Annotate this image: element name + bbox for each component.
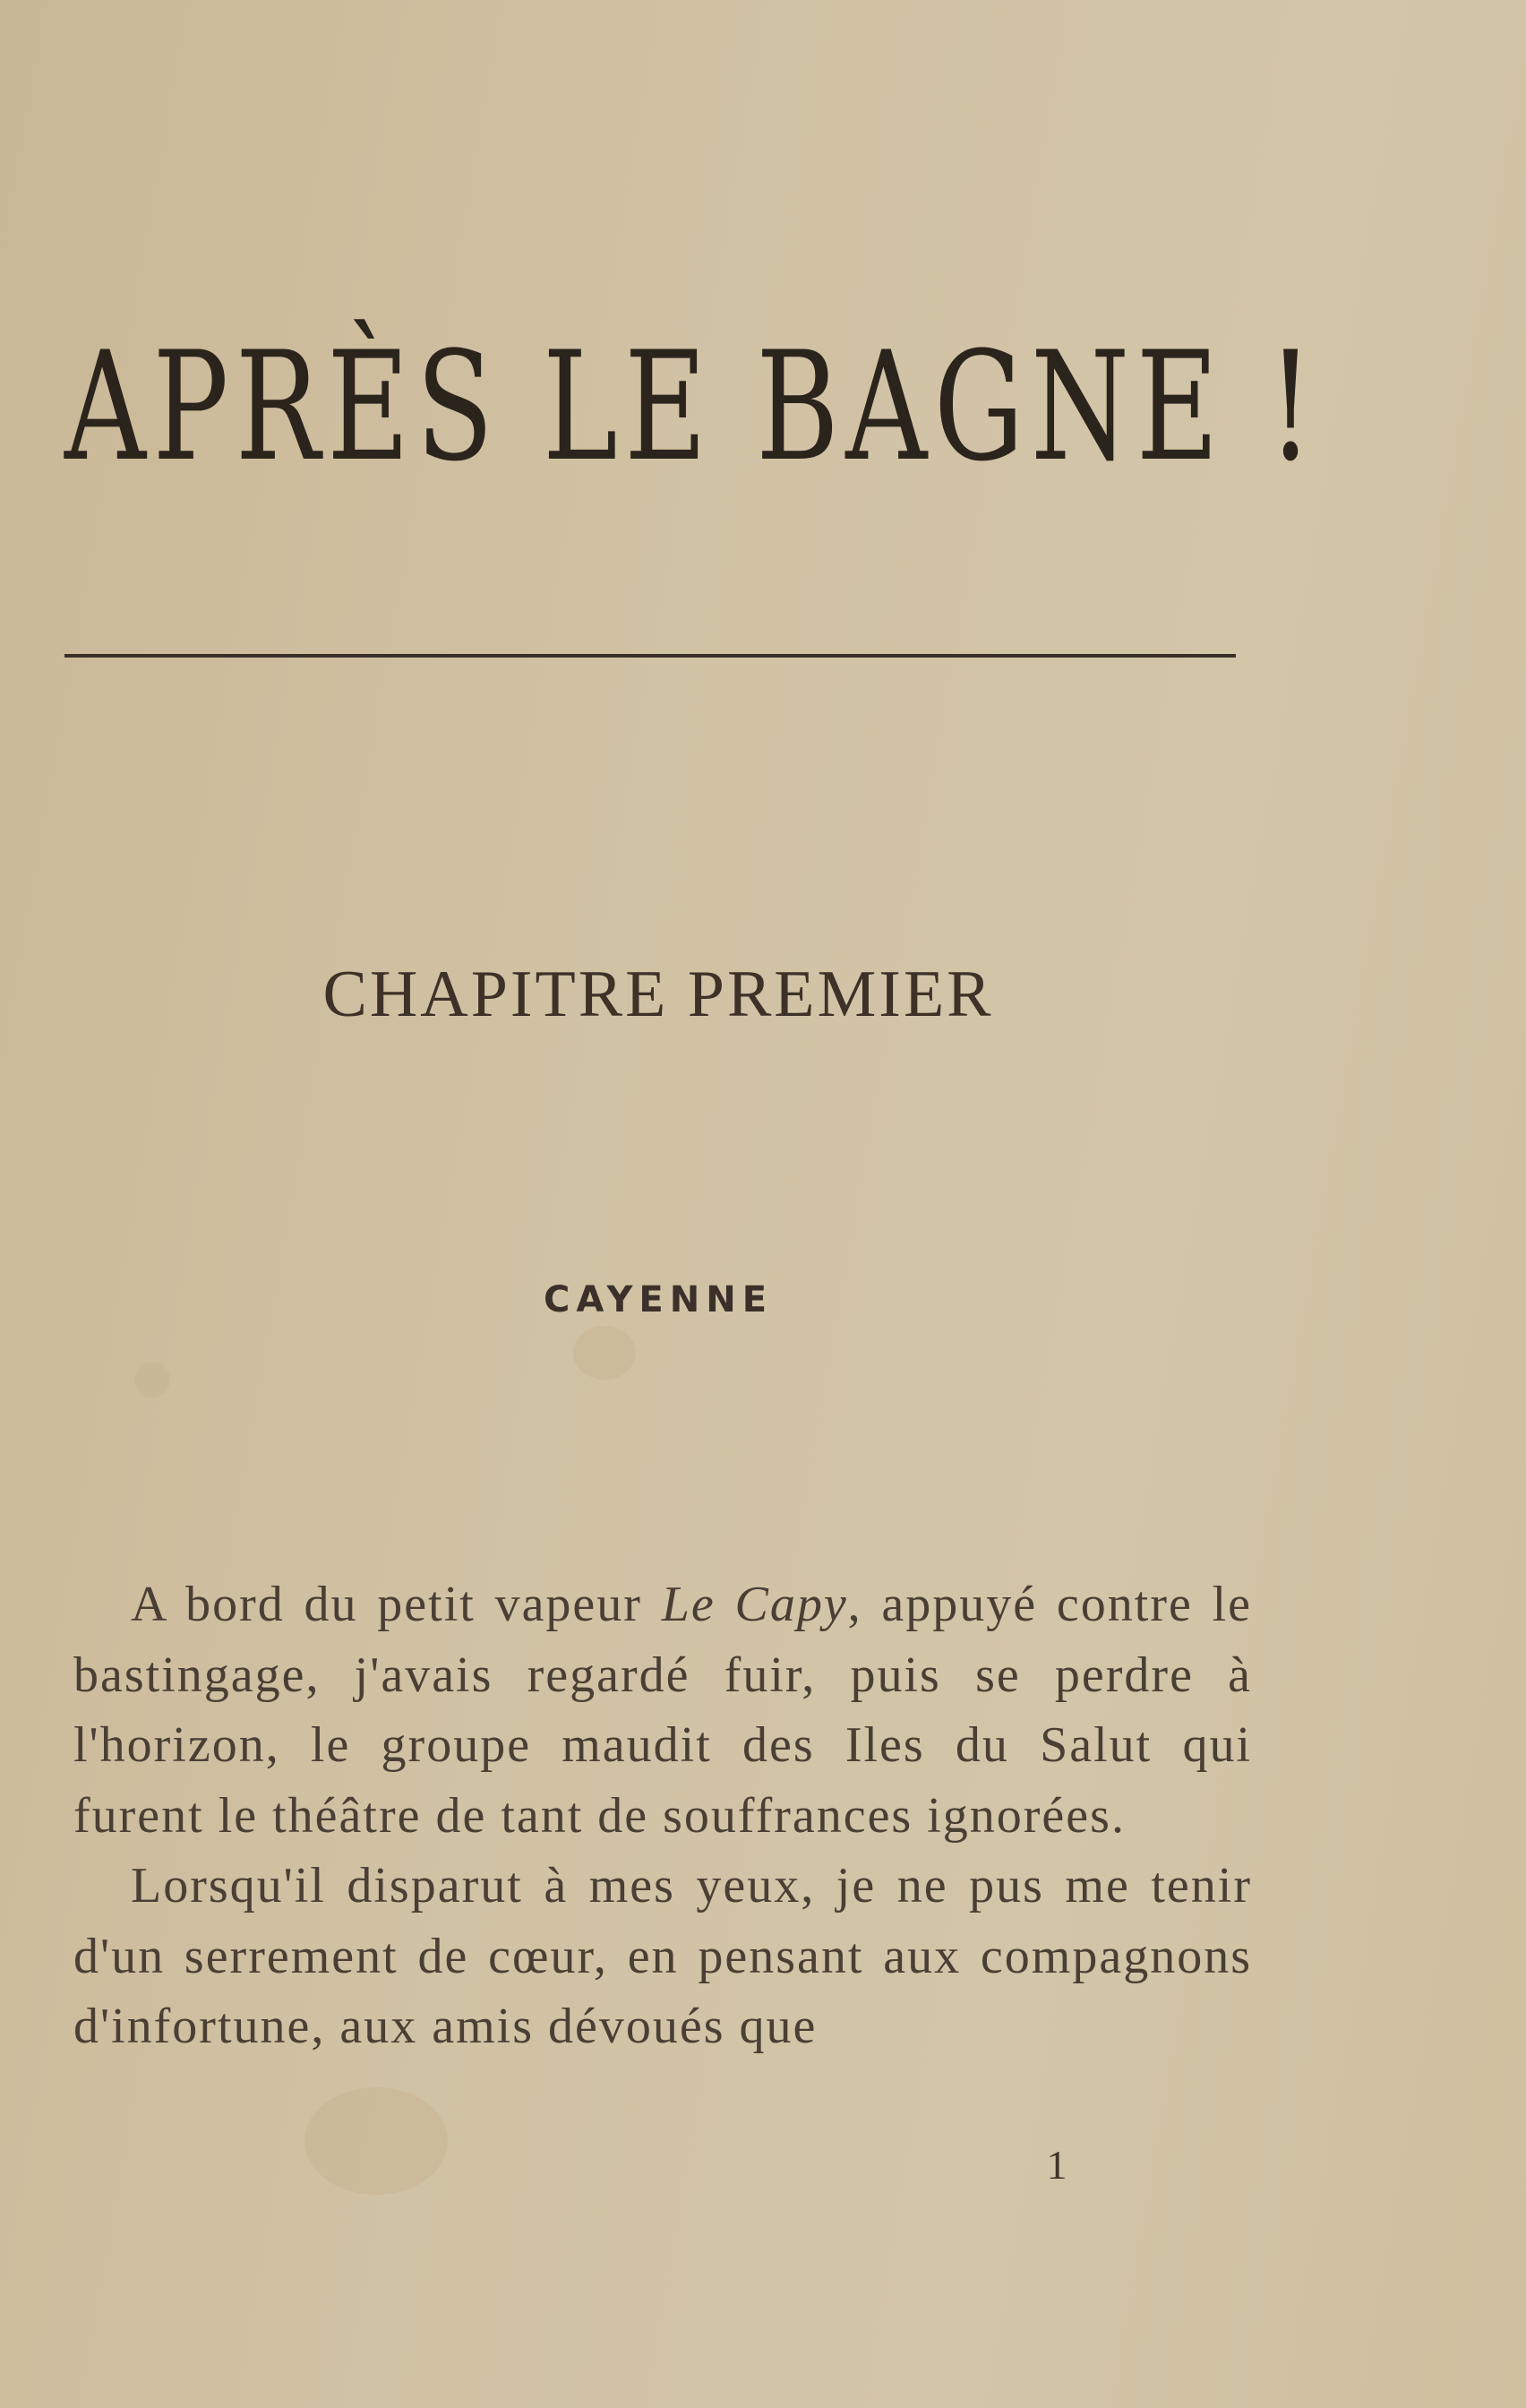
body-text — [73, 1570, 1252, 2062]
book-title: APRÈS LE BAGNE ! — [64, 319, 1320, 494]
ship-name: Le Capy — [661, 1577, 848, 1632]
paragraph-1-start: A bord du petit vapeur — [131, 1577, 662, 1632]
paragraph-1-rest: , appuyé contre le bastingage, j'avais regardé fuir, puis se perdre à l'horizon, le groupe maudit des Iles du Salut qui furent le théâtre de tant de souffrances ignorées. — [73, 1577, 1252, 1844]
paragraph-2: Lorsqu'il disparut à mes yeux, je ne pus me tenir d'un serrement de cœur, en pensant aux compagnons d'infortune, aux amis dévoués que — [73, 1858, 1252, 2054]
page-number: 1 — [1046, 2142, 1067, 2188]
paper-stain — [304, 2087, 448, 2195]
paper-stain — [573, 1326, 636, 1380]
paper-stain — [134, 1362, 170, 1398]
paragraph-1 — [73, 1570, 1252, 1851]
title-divider — [64, 654, 1236, 658]
chapter-heading: CHAPITRE PREMIER — [322, 958, 994, 1031]
chapter-subtitle: CAYENNE — [543, 1279, 774, 1320]
